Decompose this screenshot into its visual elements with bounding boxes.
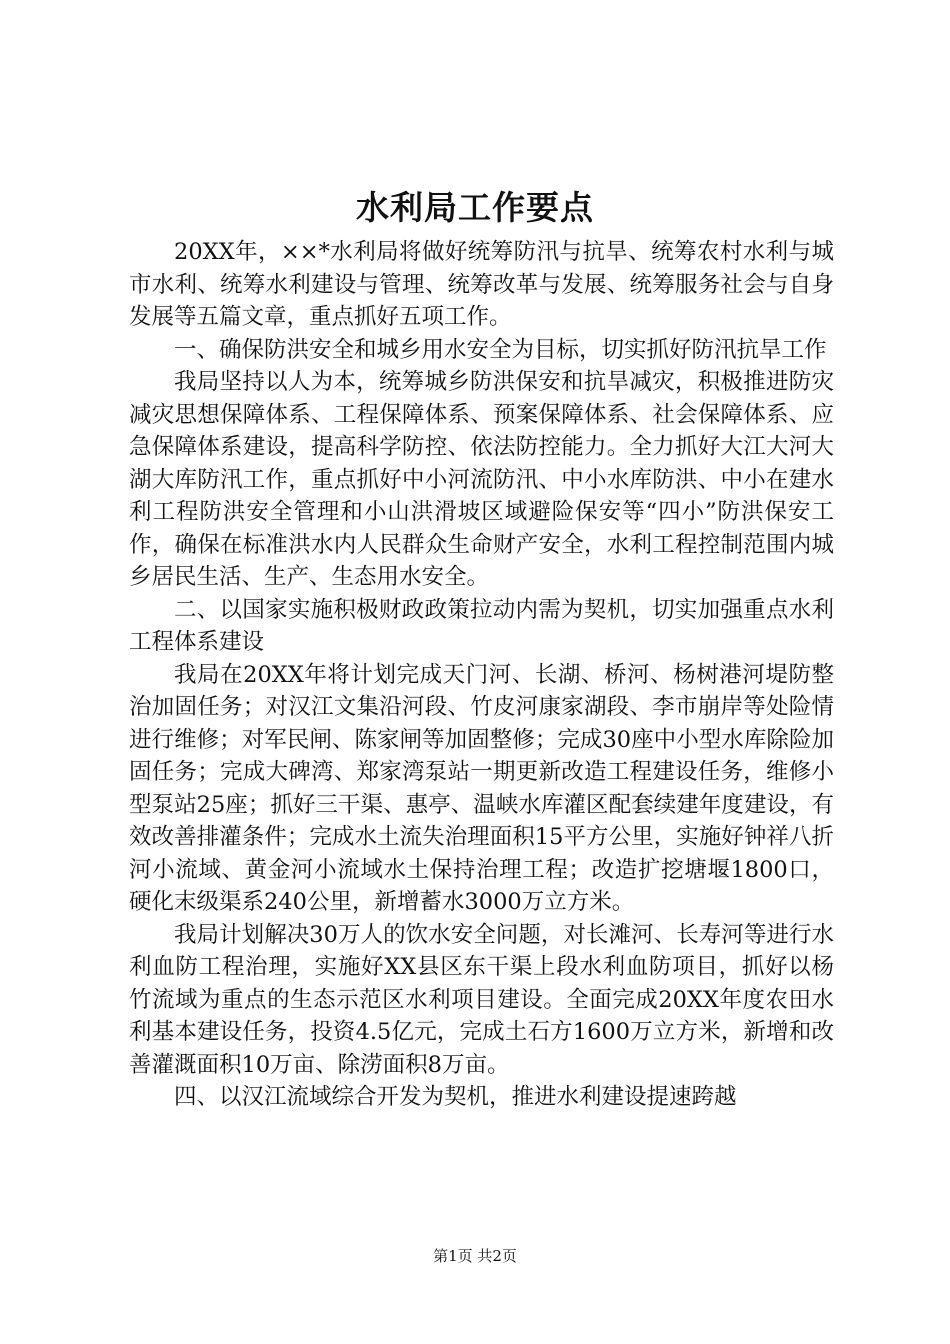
paragraph-section-1: 我局坚持以人为本，统筹城乡防洪保安和抗旱减灾，积极推进防灾减灾思想保障体系、工程保障体系、预案保障体系、社会保障体系、应急保障体系建设，提高科学防控、依法防控能力。全力抓好大江大河大湖大库防汛工作，重点抓好中小河流防汛、中小水库防洪、中小在建水利工程防洪安全管理和小山洪滑坡区域避险保安等“四小”防洪保安工作，确保在标准洪水内人民群众生命财产安全，水利工程控制范围内城乡居民生活、生产、生态用水安全。 bbox=[129, 369, 834, 590]
heading-section-2: 二、以国家实施积极财政政策拉动内需为契机，切实加强重点水利工程体系建设 bbox=[129, 596, 834, 655]
paragraph-section-2a: 我局在20XX年将计划完成天门河、长湖、桥河、杨树港河堤防整治加固任务；对汉江文集沿河段、竹皮河康家湖段、李市崩岸等处险情进行维修；对军民闸、陈家闸等加固整修；完成30座中小型水库除险加固任务；完成大碑湾、郑家湾泵站一期更新改造工程建设任务，维修小型泵站25座；抓好三干渠、惠亭、温峡水库灌区配套续建年度建设，有效改善排灌条件；完成水土流失治理面积15平方公里，实施好钟祥八折河小流域、黄金河小流域水土保持治理工程；改造扩挖塘堰1800口，硬化末级渠系240公里，新增蓄水3000万立方米。 bbox=[129, 661, 834, 915]
document-body bbox=[129, 236, 834, 1114]
page-footer: 第1页 共2页 bbox=[433, 1247, 517, 1265]
document-title: 水利局工作要点 bbox=[356, 188, 594, 227]
heading-section-1: 一、确保防洪安全和城乡用水安全为目标，切实抓好防汛抗旱工作 bbox=[174, 336, 827, 363]
paragraph-section-2b: 我局计划解决30万人的饮水安全问题，对长滩河、长寿河等进行水利血防工程治理，实施好XX县区东干渠上段水利血防项目，抓好以杨竹流域为重点的生态示范区水利项目建设。全面完成20XX年度农田水利基本建设任务，投资4.5亿元，完成土石方1600万立方米，新增和改善灌溉面积10万亩、除涝面积8万亩。 bbox=[129, 921, 834, 1078]
heading-section-4: 四、以汉江流域综合开发为契机，推进水利建设提速跨越 bbox=[174, 1084, 737, 1110]
paragraph-intro: 20XX年，××*水利局将做好统筹防汛与抗旱、统筹农村水利与城市水利、统筹水利建设与管理、统筹改革与发展、统筹服务社会与自身发展等五篇文章，重点抓好五项工作。 bbox=[129, 239, 834, 330]
